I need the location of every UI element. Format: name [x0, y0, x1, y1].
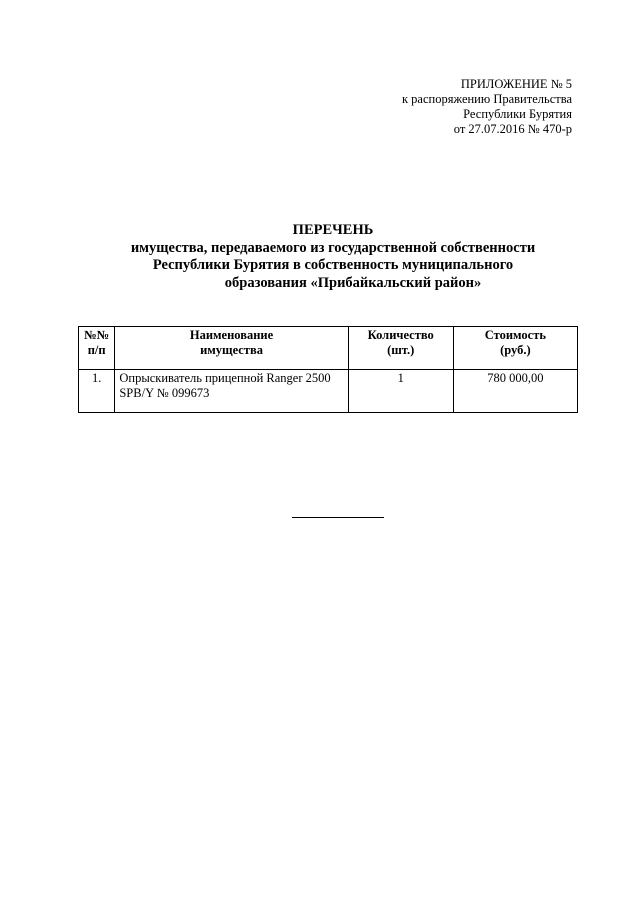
header-name-line-2: имущества	[200, 343, 263, 357]
header-number	[79, 327, 115, 370]
title-line-1: имущества, передаваемого из государственной собственности	[130, 239, 536, 256]
header-number-line-1: №№	[84, 328, 110, 342]
title-line-3: образования «Прибайкальский район»	[224, 274, 482, 291]
appendix-block	[402, 77, 572, 137]
header-name	[115, 327, 348, 370]
appendix-authority: Республики Бурятия	[463, 107, 572, 121]
header-cost-line-2: (руб.)	[500, 343, 531, 357]
title-heading: ПЕРЕЧЕНЬ	[292, 222, 374, 238]
header-quantity-line-1: Количество	[367, 328, 434, 342]
appendix-date: от 27.07.2016 № 470-р	[453, 122, 572, 136]
document-title	[0, 222, 640, 292]
header-quantity-line-2: (шт.)	[387, 343, 415, 357]
table-header-row	[79, 327, 578, 370]
header-cost	[453, 327, 577, 370]
header-name-line-1: Наименование	[189, 328, 274, 342]
row-name-cell: Опрыскиватель прицепной Ranger 2500 SPB/Y № 099673	[115, 370, 348, 413]
header-quantity	[348, 327, 453, 370]
table-row	[79, 370, 578, 413]
property-table	[78, 326, 578, 413]
closing-divider	[292, 517, 384, 518]
header-number-line-2: п/п	[87, 343, 106, 357]
header-cost-line-1: Стоимость	[484, 328, 546, 342]
title-line-2: Республики Бурятия в собственность муниципального	[152, 257, 514, 273]
row-cost-cell: 780 000,00	[453, 370, 577, 413]
row-number-cell: 1.	[79, 370, 115, 413]
row-quantity-cell: 1	[348, 370, 453, 413]
appendix-number: ПРИЛОЖЕНИЕ № 5	[460, 77, 572, 91]
appendix-order-ref: к распоряжению Правительства	[401, 92, 572, 106]
